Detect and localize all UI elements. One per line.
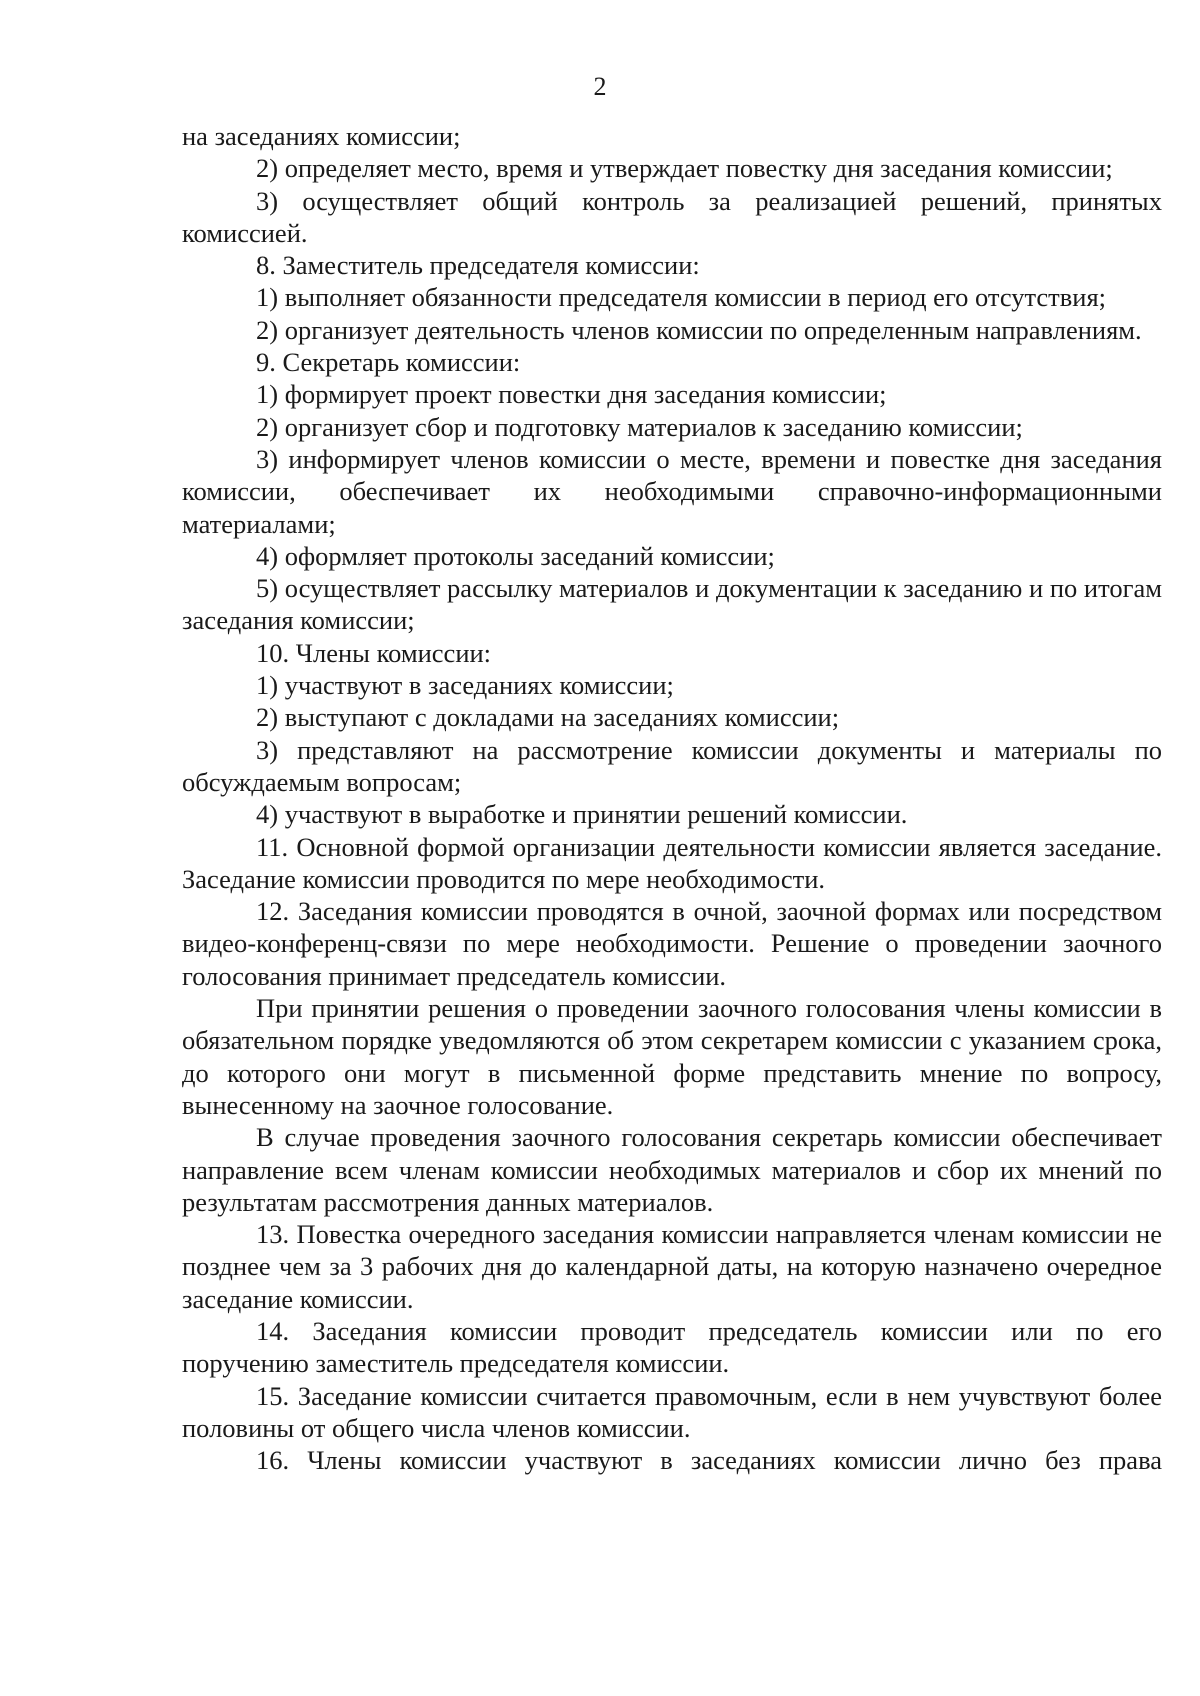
paragraph: 14. Заседания комиссии проводит председатель комиссии или по его поручению заместитель председателя комиссии. (182, 1315, 1162, 1379)
paragraph-truncated: 16. Члены комиссии участвуют в заседаниях комиссии лично без права (256, 1445, 1162, 1476)
paragraph: 3) информирует членов комиссии о месте, времени и повестке дня заседания комиссии, обеспечивает их необходимыми справочно-информационными материалами; (182, 443, 1162, 539)
paragraph: 2) организует сбор и подготовку материалов к заседанию комиссии; (256, 411, 1023, 442)
page-number: 2 (593, 72, 607, 101)
document-body (182, 120, 1162, 1476)
section-heading-10: 10. Члены комиссии: (256, 637, 492, 668)
paragraph: 2) выступают с докладами на заседаниях комиссии; (256, 702, 840, 733)
paragraph: 13. Повестка очередного заседания комиссии направляется членам комиссии не позднее чем за 3 рабочих дня до календарной даты, на которую назначено очередное заседание комиссии. (182, 1219, 1162, 1314)
paragraph: 1) выполняет обязанности председателя комиссии в период его отсутствия; (256, 282, 1106, 313)
paragraph-continuation: на заседаниях комиссии; (182, 121, 461, 151)
paragraph: 3) представляют на рассмотрение комиссии документы и материалы по обсуждаемым вопросам; (182, 734, 1162, 797)
paragraph: 15. Заседание комиссии считается правомочным, если в нем учувствуют более половины от общего числа членов комиссии. (182, 1380, 1162, 1443)
paragraph: 1) участвуют в заседаниях комиссии; (256, 670, 674, 701)
paragraph: В случае проведения заочного голосования секретарь комиссии обеспечивает направление всем членам комиссии необходимых материалов и сбор их мнений по результатам рассмотрения данных материалов. (182, 1122, 1162, 1217)
paragraph: 11. Основной формой организации деятельности комиссии является заседание. Заседание комиссии проводится по мере необходимости. (182, 831, 1162, 894)
paragraph: 4) оформляет протоколы заседаний комиссии; (256, 540, 775, 571)
paragraph: 3) осуществляет общий контроль за реализацией решений, принятых комиссией. (182, 185, 1162, 248)
paragraph: 1) формирует проект повестки дня заседания комиссии; (256, 379, 887, 410)
paragraph: 4) участвуют в выработке и принятии решений комиссии. (256, 799, 908, 830)
paragraph: При принятии решения о проведении заочного голосования члены комиссии в обязательном порядке уведомляются об этом секретарем комиссии с указанием срока, до которого они могут в письменной форме представить мнение по вопросу, вынесенному на заочное голосование. (182, 993, 1162, 1120)
paragraph: 12. Заседания комиссии проводятся в очной, заочной формах или посредством видео-конференц-связи по мере необходимости. Решение о проведении заочного голосования принимает председатель комиссии. (182, 896, 1162, 991)
section-heading-9: 9. Секретарь комиссии: (256, 347, 521, 378)
paragraph: 5) осуществляет рассылку материалов и документации к заседанию и по итогам заседания комиссии; (182, 573, 1162, 636)
section-heading-8: 8. Заместитель председателя комиссии: (256, 250, 700, 281)
paragraph: 2) организует деятельность членов комиссии по определенным направлениям. (256, 314, 1142, 345)
paragraph: 2) определяет место, время и утверждает повестку дня заседания комиссии; (256, 153, 1113, 184)
